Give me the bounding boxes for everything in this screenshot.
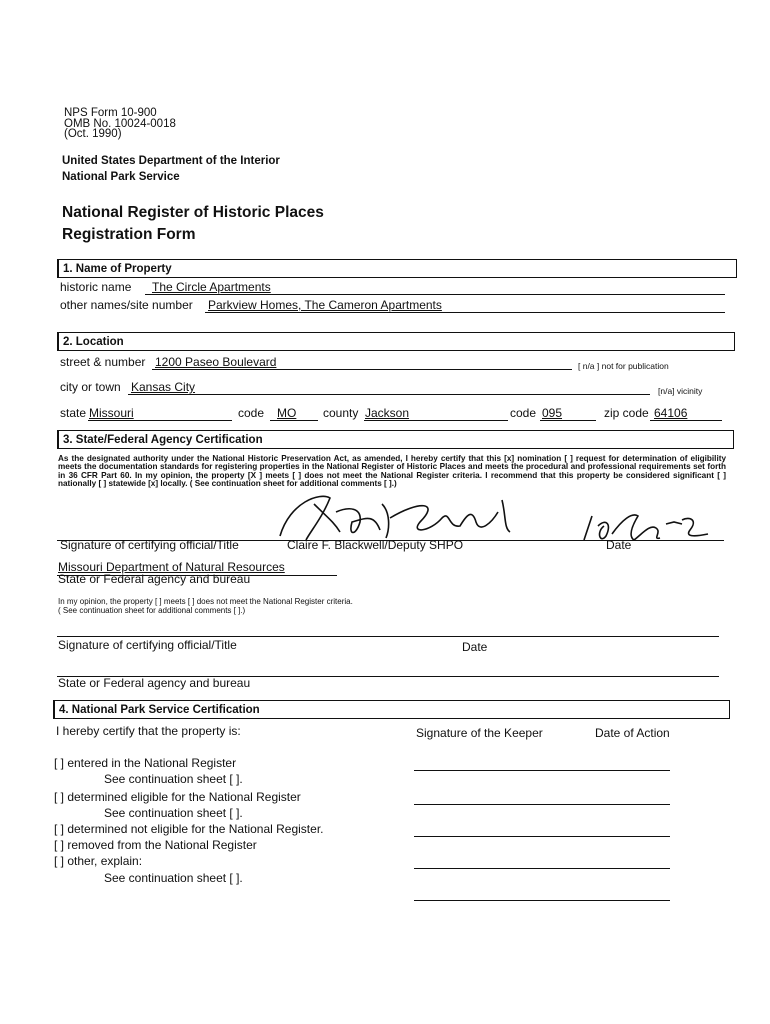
form-date: (Oct. 1990) bbox=[64, 128, 122, 140]
historic-name-value[interactable]: The Circle Apartments bbox=[152, 280, 271, 294]
department-block bbox=[62, 153, 280, 185]
county-code-value[interactable]: 095 bbox=[542, 406, 563, 420]
zip-underline bbox=[650, 420, 722, 421]
city-label: city or town bbox=[60, 380, 121, 394]
city-value[interactable]: Kansas City bbox=[131, 380, 196, 394]
certify-statement: I hereby certify that the property is: bbox=[56, 724, 241, 738]
state-underline bbox=[88, 420, 232, 421]
other-names-value[interactable]: Parkview Homes, The Cameron Apartments bbox=[208, 298, 442, 312]
street-label: street & number bbox=[60, 355, 146, 369]
signature-date-graphic bbox=[578, 506, 718, 550]
historic-name-underline bbox=[145, 294, 725, 295]
not-eligible-option[interactable]: [ ] determined not eligible for the National Register. bbox=[54, 822, 324, 836]
date-of-action-label: Date of Action bbox=[595, 726, 670, 740]
county-label: county bbox=[323, 406, 359, 420]
agency-value[interactable]: Missouri Department of Natural Resources bbox=[58, 560, 285, 574]
signer-name: Claire F. Blackwell/Deputy SHPO bbox=[287, 538, 464, 552]
state-value[interactable]: Missouri bbox=[89, 406, 134, 420]
section-1-heading bbox=[57, 259, 737, 278]
signature-date-label: Date bbox=[606, 538, 632, 552]
city-underline bbox=[128, 394, 650, 395]
street-underline bbox=[152, 369, 572, 370]
service-name: National Park Service bbox=[62, 171, 180, 183]
section-4-title: 4. National Park Service Certification bbox=[59, 704, 260, 716]
removed-option[interactable]: [ ] removed from the National Register bbox=[54, 838, 257, 852]
section-4-heading bbox=[53, 700, 730, 719]
other-names-underline bbox=[205, 312, 725, 313]
eligible-option[interactable]: [ ] determined eligible for the National Register bbox=[54, 790, 301, 804]
code-value[interactable]: MO bbox=[277, 406, 297, 420]
zip-value[interactable]: 64106 bbox=[654, 406, 688, 420]
zip-label: zip code bbox=[604, 406, 649, 420]
certification-paragraph: As the designated authority under the National Historic Preservation Act, as amended, I hereby certify that this [x] nomination [ ] request for determination of eligibility meets the documentation standards for registering properties in the National Register of Historic Places and meets the procedural and professional requirements set forth in 36 CFR Part 60. In my opinion, the property [X ] meets [ ] does not meet the National Register criteria. I recommend that this property be considered significant [ ] nationally [ ] statewide [x] locally. ( See continuation sheet for additional comments [ ].) bbox=[58, 454, 726, 488]
state-label: state bbox=[60, 406, 87, 420]
county-code-underline bbox=[540, 420, 596, 421]
street-value[interactable]: 1200 Paseo Boulevard bbox=[155, 355, 277, 369]
department-name: United States Department of the Interior bbox=[62, 155, 280, 167]
other-names-label: other names/site number bbox=[60, 298, 193, 312]
opinion-line-2: ( See continuation sheet for additional comments [ ].) bbox=[58, 606, 246, 615]
section-1-title: 1. Name of Property bbox=[63, 263, 172, 275]
county-underline bbox=[364, 420, 508, 421]
entered-option[interactable]: [ ] entered in the National Register bbox=[54, 756, 237, 770]
date-label-2: Date bbox=[462, 640, 488, 654]
not-for-publication[interactable]: [ n/a ] not for publication bbox=[578, 361, 669, 371]
form-number: NPS Form 10-900 bbox=[64, 107, 157, 119]
form-title-line1: National Register of Historic Places bbox=[62, 204, 324, 221]
signature-line-2 bbox=[57, 636, 719, 637]
form-number-block bbox=[64, 108, 176, 140]
other-continuation[interactable]: See continuation sheet [ ]. bbox=[104, 871, 243, 885]
section-2-heading bbox=[57, 332, 735, 351]
keeper-signature-label: Signature of the Keeper bbox=[416, 726, 543, 740]
county-value[interactable]: Jackson bbox=[365, 406, 410, 420]
vicinity[interactable]: [n/a] vicinity bbox=[658, 386, 703, 396]
eligible-continuation[interactable]: See continuation sheet [ ]. bbox=[104, 806, 243, 820]
code-label: code bbox=[238, 406, 265, 420]
agency-label-2: State or Federal agency and bureau bbox=[58, 676, 251, 690]
omb-number: OMB No. 10024-0018 bbox=[64, 117, 176, 130]
code-underline bbox=[270, 420, 318, 421]
form-title-line2: Registration Form bbox=[62, 226, 196, 243]
keeper-line-2[interactable] bbox=[414, 804, 670, 805]
entered-continuation[interactable]: See continuation sheet [ ]. bbox=[104, 772, 243, 786]
keeper-line-5[interactable] bbox=[414, 900, 670, 901]
keeper-line-4[interactable] bbox=[414, 868, 670, 869]
keeper-line-3[interactable] bbox=[414, 836, 670, 837]
signature-label: Signature of certifying official/Title bbox=[60, 538, 239, 552]
opinion-line-1: In my opinion, the property [ ] meets [ ] does not meet the National Register criteria. bbox=[58, 597, 353, 606]
historic-name-label: historic name bbox=[60, 280, 132, 294]
section-2-title: 2. Location bbox=[63, 336, 124, 348]
form-title bbox=[62, 202, 324, 246]
section-3-heading bbox=[57, 430, 734, 449]
agency-label: State or Federal agency and bureau bbox=[58, 572, 251, 586]
section-3-title: 3. State/Federal Agency Certification bbox=[63, 434, 263, 446]
other-option[interactable]: [ ] other, explain: bbox=[54, 854, 143, 868]
signature-label-2: Signature of certifying official/Title bbox=[58, 638, 237, 652]
keeper-line-1[interactable] bbox=[414, 770, 670, 771]
county-code-label: code bbox=[510, 406, 537, 420]
